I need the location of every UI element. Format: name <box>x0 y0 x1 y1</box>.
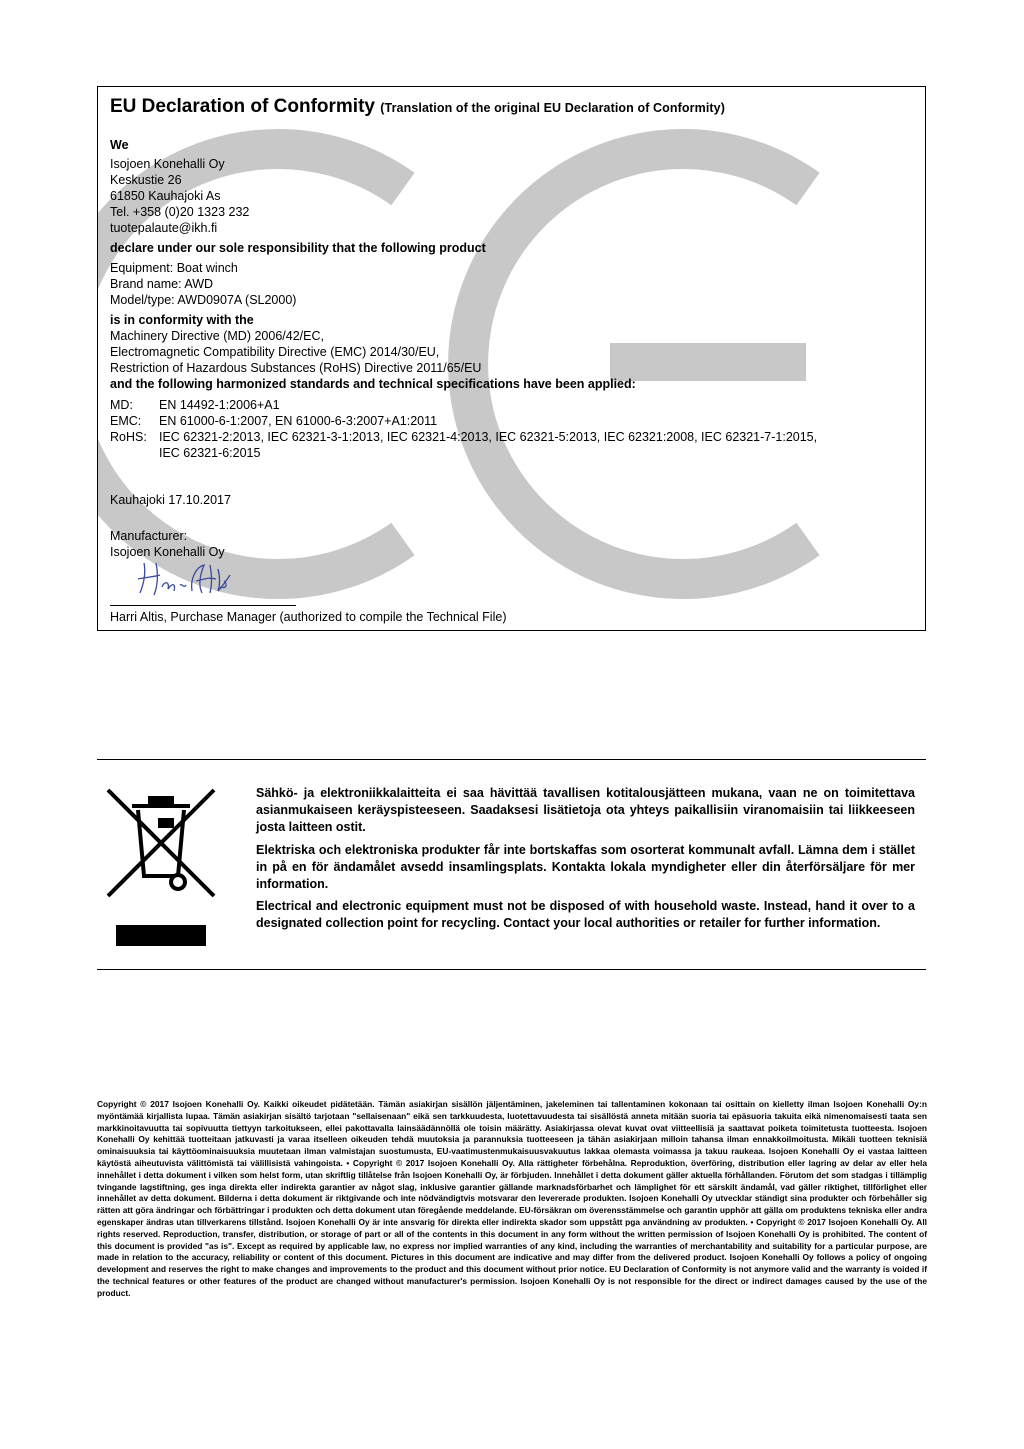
emc-label: EMC: <box>110 414 142 428</box>
standards-heading: and the following harmonized standards and technical specifications have been applied: <box>110 377 636 391</box>
title-translation-note: (Translation of the original EU Declaration of Conformity) <box>380 101 725 115</box>
signatory: Harri Altis, Purchase Manager (authorized to compile the Technical File) <box>110 610 507 624</box>
conformity-heading: is in conformity with the <box>110 313 254 327</box>
manufacturer-name: Isojoen Konehalli Oy <box>110 545 225 559</box>
product-brand: Brand name: AWD <box>110 277 214 291</box>
md-label: MD: <box>110 398 133 412</box>
company-city: 61850 Kauhajoki As <box>110 189 221 203</box>
declaration-box <box>97 86 926 631</box>
product-equipment: Equipment: Boat winch <box>110 261 238 275</box>
weee-bottom-rule <box>97 969 926 970</box>
weee-top-rule <box>97 759 926 760</box>
company-street: Keskustie 26 <box>110 173 182 187</box>
copyright-notice: Copyright © 2017 Isojoen Konehalli Oy. Kaikki oikeudet pidätetään. Tämän asiakirjan sisällön jäljentäminen, jakeleminen tai tallentaminen kokonaan tai osittain on kielletty ilman Isojoen Konehalli Oy:n myöntämää kirjallista lupaa. Tämän asiakirjan sisältö tarjotaan "sellaisenaan" eikä sen tarkkuudesta, luotettavuudesta tai sisällöstä anneta mitään suoria tai epäsuoria takuita eikä nimenomaisesti taata sen markkinoitavuutta tai sopivuutta tiettyyn tarkoitukseen, ellei pakottavalla lainsäädännöllä ole toisin määrätty. Asiakirjassa olevat kuvat ovat viitteellisiä ja saattavat poiketa toimitetusta tuotteesta. Isojoen Konehalli Oy kehittää tuotteitaan jatkuvasti ja varaa itselleen oikeuden tehdä muutoksia ja parannuksia tuotteeseen ja tähän asiakirjaan milloin tahansa ilman ennakkoilmoitusta. Mikäli tuotteen teknisiä ominaisuuksia tai käyttöominaisuuksia muutetaan ilman valmistajan suostumusta, EU-vaatimustenmukaisuusvakuutus lakkaa olemasta voimassa ja takuu raukeaa. Isojoen Konehalli Oy ei vastaa laitteen käytöstä aiheutuvista välittömistä tai välillisistä vahingoista. • Copyright © 2017 Isojoen Konehalli Oy. Alla rättigheter förbehålna. Reproduktion, överföring, distribution eller lagring av delar av eller hela innehållet i detta dokument i vilken som helst form, utan skriftlig tillåtelse från Isojoen Konehalli Oy, är förbjuden. Innehållet i detta dokument gäller aktuella förhållanden. Förutom det som stadgas i tillämplig tvingande lagstiftning, ges inga direkta eller indirekta garantier av något slag, inklusive garantier gällande marknadsförbarhet och lämplighet för ett särskilt ändamål, vad gäller riktighet, tillförlighet eller innehållet av detta dokument. Bilderna i detta dokument är riktgivande och inte nödvändigtvis motsvarar den levererade produkten. Isojoen Konehalli Oy utvecklar ständigt sina produkter och förbehåller sig rätten att göra ändringar och förbättringar i produkten och detta dokument utan föregående meddelande. EU-försäkran om överensstämmelse och garantin upphör att gälla om produktens tekniska eller andra egenskaper ändras utan tillverkarens tillstånd. Isojoen Konehalli Oy är inte ansvarig för direkta eller indirekta skador som uppstått pga användning av produkten. • Copyright © 2017 Isojoen Konehalli Oy. All rights reserved. Reproduction, transfer, distribution, or storage of part or all of the contents in this document in any form without the written permission of Isojoen Konehalli Oy is prohibited. The content of this document is provided "as is". Except as required by applicable law, no express nor implied warranties of any kind, including the warranties of merchantability and suitability for a particular purpose, are made in relation to the accuracy, reliability or content of this document. Pictures in this document are indicative and may differ from the delivered product. Isojoen Konehalli Oy follows a policy of ongoing development and reserves the right to make changes and improvements to the product and this document without prior notice. EU Declaration of Conformity is not anymore valid and the warranty is voided if the technical features or other features of the product are changed without manufacturer's permission. Isojoen Konehalli Oy is not responsible for the direct or indirect damages caused by the use of the product. <box>97 1099 927 1298</box>
company-name: Isojoen Konehalli Oy <box>110 157 225 171</box>
rohs-standards-line2: IEC 62321-6:2015 <box>159 446 261 460</box>
crossed-out-wheelie-bin-icon <box>106 788 216 898</box>
emc-standards: EN 61000-6-1:2007, EN 61000-6-3:2007+A1:2011 <box>159 414 438 428</box>
weee-black-bar <box>116 925 206 946</box>
signature-line <box>110 605 296 606</box>
weee-notice-finnish: Sähkö- ja elektroniikkalaitteita ei saa hävittää tavallisen kotitalousjätteen mukana, vaan ne on toimitettava asianmukaiseen keräyspisteeseen. Saadaksesi lisätietoja ota yhteys paikallisiin viranomaisiin tai liikkeeseen josta laitteen ostit. <box>256 786 915 834</box>
signature-image <box>134 557 234 601</box>
rohs-label: RoHS: <box>110 430 147 444</box>
we-label: We <box>110 138 129 152</box>
weee-notice-english: Electrical and electronic equipment must not be disposed of with household waste. Instead, hand it over to a designated collection point for recycling. Contact your local authorities or retailer for further information. <box>256 899 915 930</box>
directive-emc: Electromagnetic Compatibility Directive (EMC) 2014/30/EU, <box>110 345 440 359</box>
company-phone: Tel. +358 (0)20 1323 232 <box>110 205 250 219</box>
rohs-standards-line1: IEC 62321-2:2013, IEC 62321-3-1:2013, IEC 62321-4:2013, IEC 62321-5:2013, IEC 62321:2008, IEC 62321-7-1:2015, <box>159 430 818 444</box>
company-email: tuotepalaute@ikh.fi <box>110 221 218 235</box>
directive-md: Machinery Directive (MD) 2006/42/EC, <box>110 329 324 343</box>
place-date: Kauhajoki 17.10.2017 <box>110 493 231 507</box>
weee-notice-swedish: Elektriska och elektroniska produkter får inte bortskaffas som osorterat kommunalt avfall. Lämna dem i stället in på en för ändamålet avsedd insamlingsplats. Kontakta lokala myndigheter eller din återförsäljare för mer information. <box>256 843 915 891</box>
declare-statement: declare under our sole responsibility that the following product <box>110 241 486 255</box>
manufacturer-label: Manufacturer: <box>110 529 188 543</box>
product-model: Model/type: AWD0907A (SL2000) <box>110 293 297 307</box>
page-title: EU Declaration of Conformity (Translation of the original EU Declaration of Conformity) <box>110 96 725 117</box>
md-standard: EN 14492-1:2006+A1 <box>159 398 280 412</box>
directive-rohs: Restriction of Hazardous Substances (RoHS) Directive 2011/65/EU <box>110 361 482 375</box>
